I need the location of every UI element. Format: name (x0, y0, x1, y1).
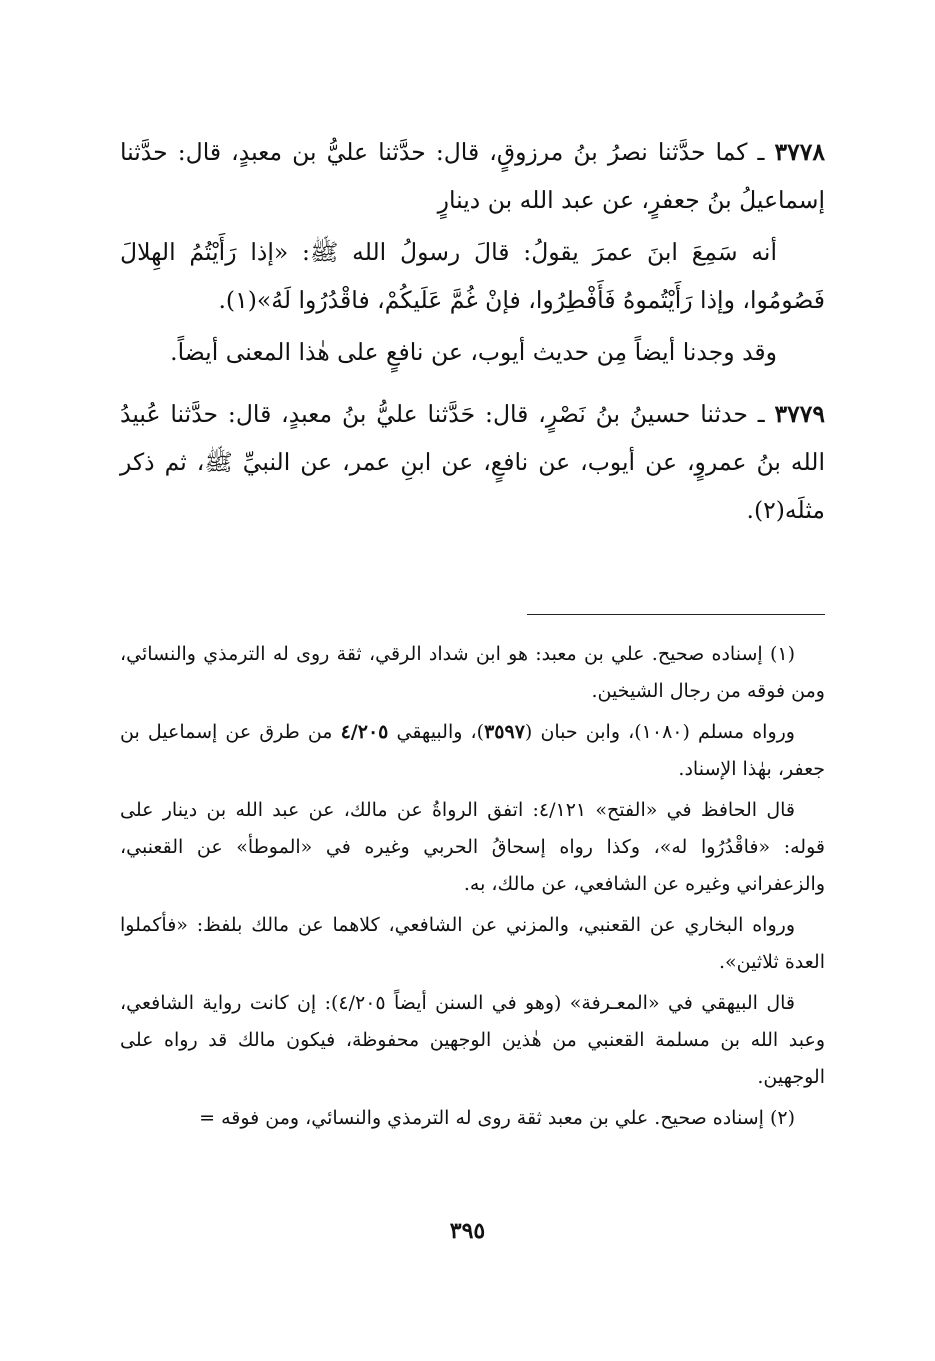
footnote-ref: ٣٥٩٧ (484, 721, 525, 743)
footnote-2: (٢) إسناده صحيح. علي بن معبد ثقة روى له الترمذي والنسائي، ومن فوقه = (199, 1107, 795, 1129)
main-text (120, 128, 825, 534)
footnote-separator (527, 614, 825, 615)
footnote-1-bayhaqi: قال البيهقي في «المعـرفة» (وهو في السنن أيضاً ٤/٢٠٥): إن كانت رواية الشافعي، وعبد الله بن مسلمة القعنبي من هٰذين الوجهين محفوظة، فيكون مالك قد رواه على الوجهين. (120, 992, 825, 1088)
hadith-3778 (120, 128, 825, 224)
footnote-1: (١) إسناده صحيح. علي بن معبد: هو ابن شداد الرقي، ثقة روى له الترمذي والنسائي، ومن فوقه من رجال الشيخين. (120, 643, 825, 702)
hadith-text: ـ كما حدَّثنا نصرُ بنُ مرزوقٍ، قال: حدَّثنا عليُّ بن معبدٍ، قال: حدَّثنا إسماعيلُ بنُ جعفرٍ، عن عبد الله بن دينارٍ (120, 138, 825, 214)
hadith-number: ٣٧٧٨ (774, 138, 825, 166)
page-number: ٣٩٥ (449, 1218, 486, 1244)
footnote-text: ورواه مسلم (١٠٨٠)، وابن حبان ( (524, 721, 795, 743)
footnotes (120, 636, 825, 1137)
paragraph-ibn-umar: أنه سَمِعَ ابنَ عمرَ يقولُ: قالَ رسولُ الله ﷺ: «إذا رَأَيْتُمُ الهِلالَ فَصُومُوا، وإذا رَأَيْتُموهُ فَأَفْطِرُوا، فإنْ غُمَّ عَلَيكُمْ، فاقْدُرُوا لَهُ»(١). (120, 238, 825, 314)
hadith-number: ٣٧٧٩ (774, 400, 825, 428)
paragraph-ayyub: وقد وجدنا أيضاً مِن حديث أيوب، عن نافعٍ على هٰذا المعنى أيضاً. (170, 338, 777, 366)
footnote-text: )، والبيهقي (388, 721, 485, 743)
hadith-text: ـ حدثنا حسينُ بنُ نَصْرٍ، قال: حَدَّثنا عليُّ بنُ معبدٍ، قال: حدَّثنا عُبيدُ الله بنُ عمروٍ، عن أيوب، عن نافعٍ، عن ابنِ عمر، عن النبيِّ ﷺ، ثم ذكر مثلَه(٢). (120, 400, 825, 524)
footnote-1-hafiz: قال الحافظ في «الفتح» ٤/١٢١: اتفق الرواةُ عن مالك، عن عبد الله بن دينار على قوله: «فاقْدُرُوا له»، وكذا رواه إسحاقُ الحربي وغيره في «الموطأ» عن القعنبي، والزعفراني وغيره عن الشافعي، عن مالك، به. (120, 799, 825, 895)
footnote-ref: ٤/٢٠٥ (340, 721, 389, 743)
footnote-separator-area (120, 614, 825, 616)
footnote-1-sources (120, 714, 825, 788)
hadith-3779 (120, 390, 825, 534)
footnote-text: من طرق عن إسماعيل بن جعفر، بهٰذا الإسناد. (120, 721, 825, 780)
footnote-1-bukhari: ورواه البخاري عن القعنبي، والمزني عن الشافعي، كلاهما عن مالك بلفظ: «فأكملوا العدة ثلاثين». (120, 914, 825, 973)
